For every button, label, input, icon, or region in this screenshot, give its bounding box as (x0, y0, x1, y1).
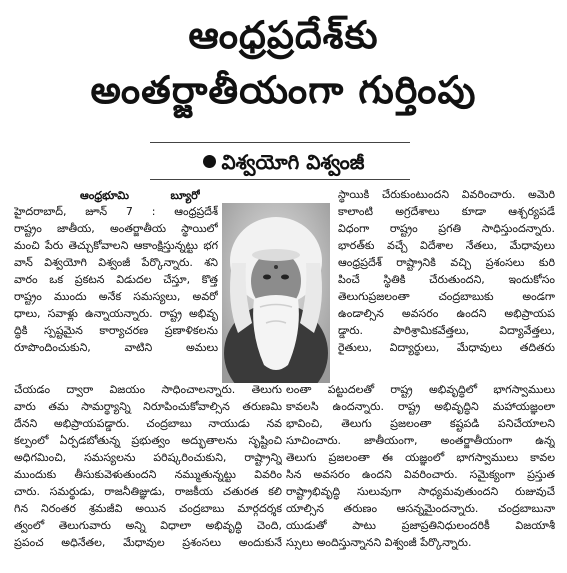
body-line: ఉండాల్సిన అవసరం ఉందని అభిప్రాయప (338, 307, 555, 320)
byline-top-rule (150, 142, 410, 143)
body-line: రైతులు, విద్యార్థులు, మేధావులు తదితరు (338, 341, 555, 354)
body-line: రూపొందించుకుని, వాటిని అమలు (14, 341, 218, 354)
body-line: త్వంలో తెలుగువారు అన్ని విధాలా అభివృద్ధి చెంది, (14, 519, 282, 532)
headline-line-1: ఆంధ్రప్రదేశ్‌కు (188, 13, 379, 57)
body-line: విధంగా రాష్ట్రం ప్రగతి సాధిస్తుందన్నారు. (338, 222, 555, 235)
body-line: గిన నిరంతర శ్రమజీవి అయిన చంద్రబాబు మార్గదర్శక (14, 502, 282, 515)
body-line: ఆంధ్రప్రదేశ్ రాష్ట్రానికి వచ్చి ప్రశంసలు కురి (338, 256, 555, 269)
body-line: భావించి, తెలుగు ప్రజలంతా కష్టపడి పనిచేయాలని (286, 417, 555, 430)
body-line: రాష్ట్రం ముందు అనేక సమస్యలు, అవరో (14, 290, 218, 303)
body-line: మంచి పేరు తెచ్చుకోవాలని ఆకాంక్షిస్తున్నట్టు భగ (14, 239, 218, 252)
body-line: తెలుగు ప్రజలంతా ఈ యజ్ఞంలో భాగస్వాములు కావల (286, 451, 555, 464)
bullet-icon (203, 155, 216, 168)
body-line: యుడుతో పాటు ప్రజాప్రతినిధులందరికీ విజయాశీ (286, 519, 555, 532)
body-line: రాష్ట్రం జాతీయ, అంతర్జాతీయ స్థాయిలో (14, 222, 218, 235)
body-line: సిన అవసరం ఉందని వివరించారు. సమైక్యంగా ప్రస్తుత (286, 468, 555, 481)
body-line: ధాలు, సవాళ్లు ఉన్నాయన్నారు. రాష్ట్ర అభివృ (14, 307, 218, 320)
body-line: స్థాయికి చేరుకుంటుందని వివరించారు. అమెరి (338, 188, 555, 201)
body-line: ప్రపంచ అధినేతల, మేధావుల ప్రశంసలు అందుకునే (14, 536, 282, 549)
body-line: కావలసి ఉందన్నారు. రాష్ట్ర అభివృద్ధిని మహాయజ్ఞంలా (286, 400, 555, 413)
body-line: లంతా పట్టుదలతో రాష్ట్ర అభివృద్ధిలో భాగస్వాములు (286, 383, 555, 396)
body-line: సూచించారు. జాతీయంగా, అంతర్జాతీయంగా ఉన్న (286, 434, 555, 447)
body-line: దేనని అభిప్రాయపడ్డారు. చంద్రబాబు నాయుడు నవ (14, 417, 282, 430)
body-line: చారు. సమర్థుడు, రాజనీతిజ్ఞుడు, రాజకీయ చతురత కలి (14, 485, 282, 498)
body-line: యాల్సిన తరుణం ఆసన్నమైందన్నారు. చంద్రబాబునా (286, 502, 555, 515)
body-line: రాష్ట్రాభివృద్ధి సులువుగా సాధ్యమవుతుందని రుజువుచే (286, 485, 555, 498)
body-line: అధిగమించి, సమస్యలను పరిష్కరించుకుని, రాష్ట్రాన్ని (14, 451, 282, 464)
body-line: వారం ఒక ప్రకటన విడుదల చేస్తూ, కొత్త (14, 273, 218, 286)
body-line: వారు తమ సామర్థ్యాన్ని నిరూపించుకోవాల్సిన తరుణమి (14, 400, 282, 413)
byline-name: విశ్వయోగి విశ్వంజీ (221, 150, 365, 174)
byline-bottom-rule (150, 179, 410, 180)
byline-credit: ఆంధ్రభూమి బ్యూరో (80, 189, 200, 202)
body-line: ద్ధికి స్పష్టమైన కార్యాచరణ ప్రణాళికలను (14, 324, 218, 337)
body-line: కాలాంటి అగ్రదేశాలు కూడా ఆశ్చర్యపడే (338, 205, 555, 218)
body-line: చేయడం ద్వారా విజయం సాధించాలన్నారు. తెలుగు (14, 383, 282, 396)
body-line: హైదరాబాద్, జూన్ 7 : ఆంధ్రప్రదేశ్ (14, 205, 218, 218)
byline (0, 148, 567, 176)
body-line: స్సులు అందిస్తున్నానని విశ్వంజీ పేర్కొన్నారు. (286, 536, 472, 549)
body-line: కల్పంలో ఏర్పడబోతున్న ప్రభుత్వం అద్భుతాలను సృష్టించి (14, 434, 282, 447)
portrait-photo (222, 203, 330, 383)
body-line: భారత్‌కు వచ్చే విదేశాల నేతలు, మేధావులు (338, 239, 555, 252)
body-line: వాన్ విశ్వయోగి విశ్వంజీ పేర్కొన్నారు. శని (14, 256, 218, 269)
headline-line-2: అంతర్జాతీయంగా గుర్తింపు (90, 68, 477, 112)
body-line: డ్డారు. పారిశ్రామికవేత్తలు, విద్యావేత్తలు, (338, 324, 555, 337)
body-line: ముందుకు తీసుకువెళుతుందని నమ్ముతున్నట్టు వివరిం (14, 468, 282, 481)
body-line: తెలుగుప్రజలంతా చంద్రబాబుకు అండగా (338, 290, 555, 303)
body-line: పించే స్థితికి చేరుతుందని, ఇందుకోసం (338, 273, 555, 286)
portrait-illustration (222, 203, 330, 383)
